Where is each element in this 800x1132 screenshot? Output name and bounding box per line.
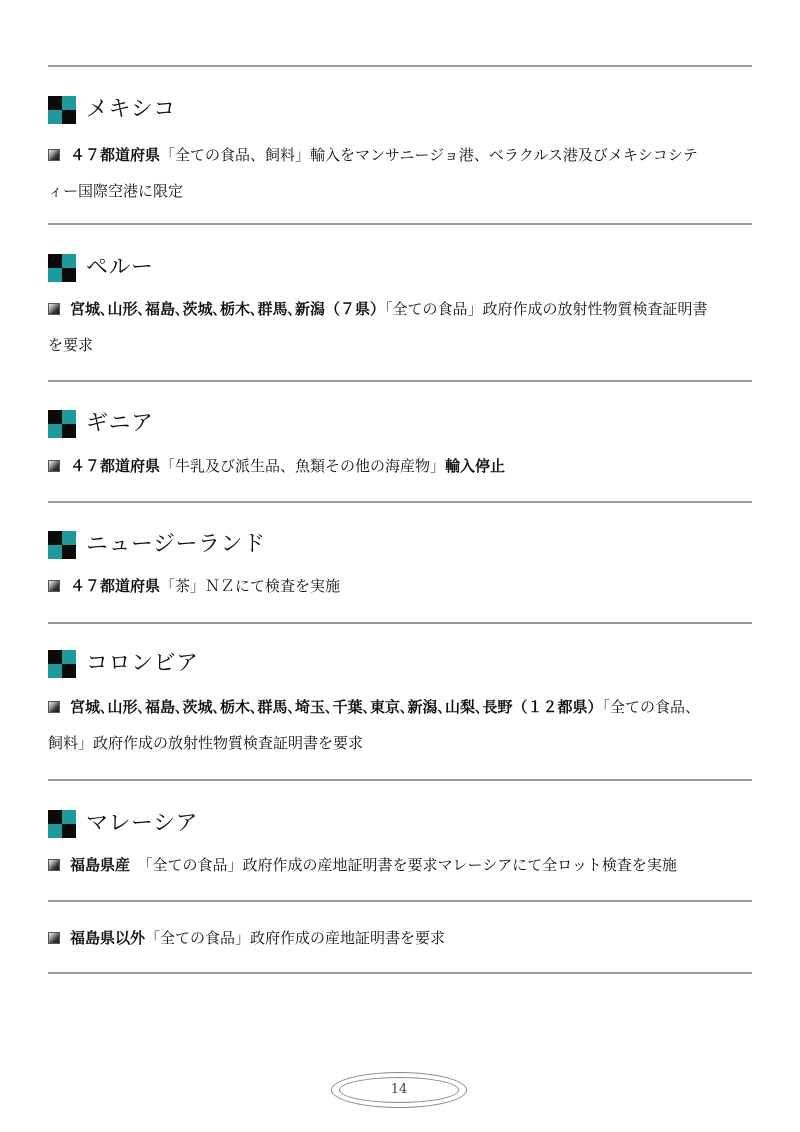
square-logo-icon: [48, 96, 76, 124]
item-text: 「全ての食品、飼料」輸入をマンサニージョ港、ベラクルス港及びメキシコシテ: [160, 146, 698, 164]
region-label: 宮城､山形､福島､茨城､栃木､群馬､新潟（７県）: [70, 300, 386, 318]
section-title: ギニア: [86, 411, 154, 436]
square-logo-icon: [48, 650, 76, 678]
bullet-icon: [48, 149, 60, 161]
item-text: 「全ての食品」政府作成の放射性物質検査証明書: [385, 300, 708, 318]
section-heading-guinea: [48, 408, 154, 440]
item-text: 「牛乳及び派生品、魚類その他の海産物」: [160, 457, 446, 475]
square-logo-icon: [48, 410, 76, 438]
bullet-icon: [48, 580, 60, 592]
item-text: 「全ての食品」政府作成の産地証明書を要求マレーシアにて全ロット検査を実施: [130, 856, 677, 874]
region-label: 福島県産: [70, 856, 131, 874]
list-item: [48, 291, 752, 363]
section-heading-new-zealand: [48, 529, 266, 561]
region-label: ４７都道府県: [70, 457, 161, 475]
region-label: ４７都道府県: [70, 577, 161, 595]
divider-rule: [48, 972, 752, 974]
bullet-icon: [48, 932, 60, 944]
bullet-icon: [48, 701, 60, 713]
divider-rule: [48, 501, 752, 503]
item-text: 「全ての食品、: [602, 698, 701, 716]
section-title: ニュージーランド: [86, 532, 266, 557]
divider-rule: [48, 900, 752, 902]
list-item: [48, 847, 752, 883]
section-title: マレーシア: [86, 811, 199, 836]
bullet-icon: [48, 303, 60, 315]
status-label: 輸入停止: [445, 457, 506, 475]
divider-rule: [48, 380, 752, 382]
item-text-continued: 飼料」政府作成の放射性物質検査証明書を要求: [48, 734, 364, 752]
bullet-icon: [48, 460, 60, 472]
region-label: 福島県以外: [70, 929, 146, 947]
divider-rule: [48, 779, 752, 781]
section-heading-peru: [48, 252, 154, 284]
region-label: 宮城､山形､福島､茨城､栃木､群馬､埼玉､千葉､東京､新潟､山梨､長野（１２都県）: [70, 698, 603, 716]
square-logo-icon: [48, 531, 76, 559]
list-item: [48, 448, 752, 484]
list-item: [48, 137, 752, 209]
section-heading-malaysia: [48, 808, 198, 840]
divider-rule: [48, 223, 752, 225]
divider-rule: [48, 622, 752, 624]
list-item: [48, 568, 752, 604]
item-text-continued: ィー国際空港に限定: [48, 182, 184, 200]
bullet-icon: [48, 859, 60, 871]
square-logo-icon: [48, 254, 76, 282]
section-title: ペルー: [86, 255, 154, 280]
item-text-continued: を要求: [48, 336, 94, 354]
list-item: [48, 689, 752, 761]
page-number-badge: [331, 1072, 467, 1108]
section-title: コロンビア: [86, 651, 199, 676]
section-title: メキシコ: [86, 97, 176, 122]
list-item: [48, 920, 752, 956]
item-text: 「茶」ＮＺにて検査を実施: [160, 577, 341, 595]
divider-rule: [48, 65, 752, 67]
item-text: 「全ての食品」政府作成の産地証明書を要求: [145, 929, 446, 947]
page-number: 14: [390, 1082, 408, 1097]
section-heading-mexico: [48, 94, 176, 126]
region-label: ４７都道府県: [70, 146, 161, 164]
square-logo-icon: [48, 810, 76, 838]
section-heading-colombia: [48, 648, 199, 680]
